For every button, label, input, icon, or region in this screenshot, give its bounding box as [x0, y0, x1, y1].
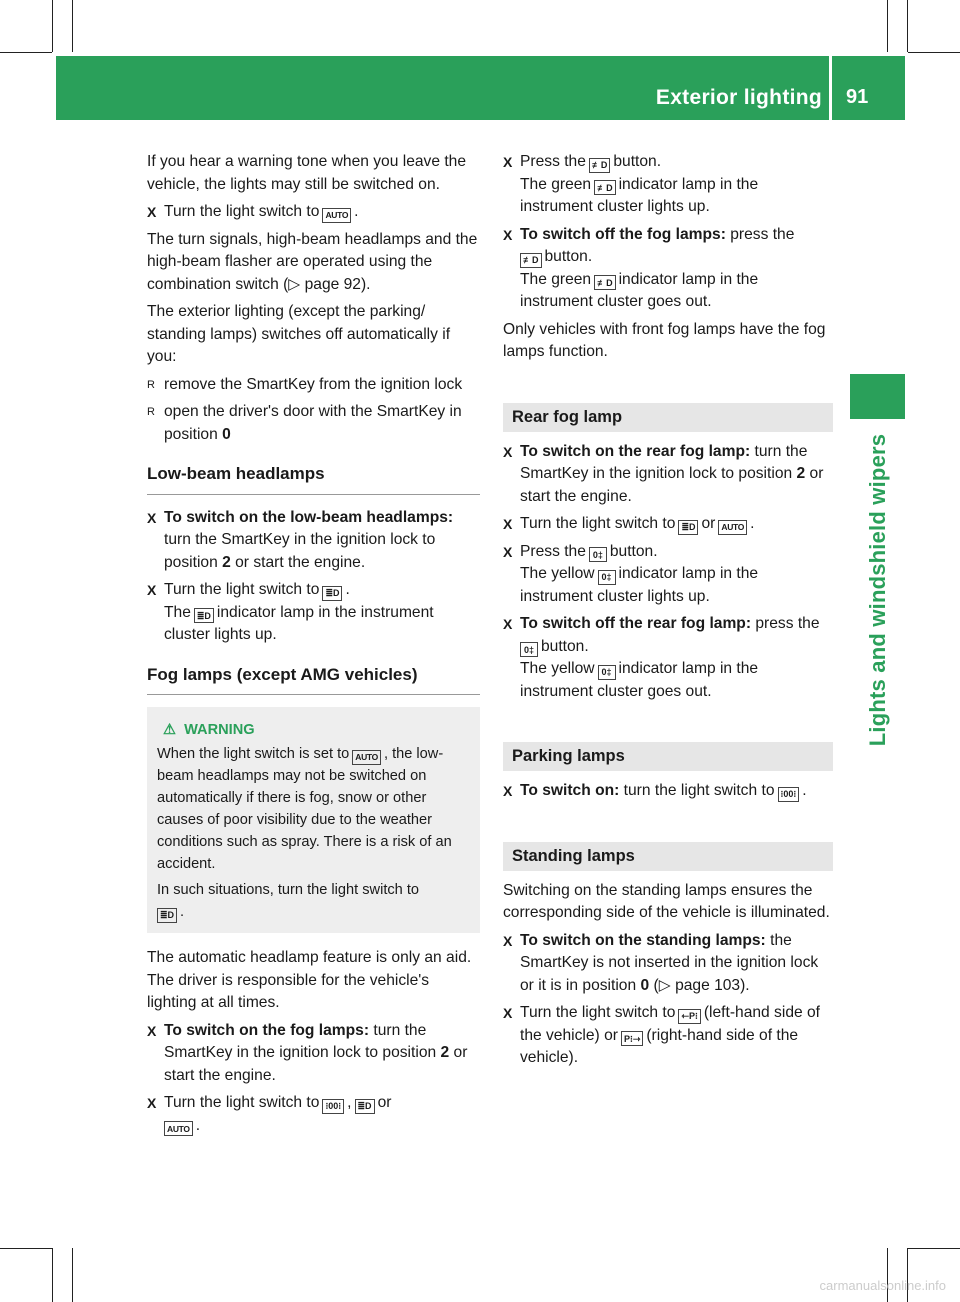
step-text: press the	[730, 225, 795, 243]
low-beam-icon: ≣D	[355, 1099, 375, 1114]
chapter-label	[850, 425, 905, 755]
step-marker-icon: X	[147, 1022, 157, 1039]
instruction-step	[503, 613, 833, 703]
step-text: .	[195, 1116, 201, 1134]
step-text: .	[345, 581, 350, 598]
step-title: To switch on the fog lamps:	[164, 1021, 370, 1039]
page-reference[interactable]: page 92	[304, 275, 361, 293]
fog-lamp-icon: ≢D	[594, 275, 616, 290]
paragraph-text: The turn signals, high-beam headlamps and the high-beam flasher are operated using the combination switch (	[147, 230, 478, 293]
instruction-step	[503, 930, 833, 998]
step-text: turn the light switch to	[623, 782, 775, 799]
crop-mark	[908, 1248, 960, 1249]
step-text: or start the engine.	[520, 465, 824, 505]
step-marker-icon: X	[503, 543, 513, 560]
rear-fog-lamp-icon: 0‡	[589, 547, 607, 562]
header-divider	[829, 56, 832, 120]
step-text: indicator lamp in the instrument cluster lights up.	[164, 603, 434, 643]
bullet-text: remove the SmartKey from the ignition lock	[164, 375, 463, 393]
crop-mark	[52, 0, 53, 52]
step-title: To switch on the standing lamps:	[520, 931, 766, 949]
auto-icon: AUTO	[718, 520, 747, 535]
step-text: The green	[520, 175, 592, 193]
warning-text: .	[180, 904, 185, 920]
standing-lamp-right-icon: P⁝⇾	[621, 1031, 643, 1046]
instruction-step	[147, 1092, 480, 1137]
step-marker-icon: X	[503, 226, 513, 243]
crop-mark	[52, 1248, 53, 1302]
step-text: 2	[440, 1044, 450, 1061]
section-heading-standing: Standing lamps	[503, 842, 833, 871]
section-heading-fog-lamps: Fog lamps (except AMG vehicles)	[147, 664, 480, 696]
bullet-item	[147, 401, 480, 446]
step-marker-icon: X	[503, 1005, 513, 1021]
step-text: .	[802, 782, 807, 799]
section-heading-rear-fog: Rear fog lamp	[503, 403, 833, 432]
crop-mark	[887, 1248, 888, 1302]
spacer	[503, 808, 833, 842]
step-text: indicator lamp in the instrument cluster lights up.	[520, 175, 759, 215]
step-marker-icon: X	[503, 516, 513, 532]
step-marker-icon: X	[503, 616, 513, 632]
warning-title: WARNING	[184, 722, 255, 738]
paragraph-text: ).	[360, 275, 371, 293]
step-text: indicator lamp in the instrument cluster goes out.	[520, 270, 759, 310]
step-text: Turn the light switch to	[164, 1094, 320, 1111]
step-text: indicator lamp in the instrument cluster goes out.	[520, 660, 759, 700]
left-column	[147, 151, 480, 1142]
paragraph: Switching on the standing lamps ensures the corresponding side of the vehicle is illuminated.	[503, 881, 830, 921]
bullet-text: 0	[222, 425, 231, 443]
watermark: carmanualsonline.info	[819, 1278, 946, 1293]
warning-icon: ⚠	[163, 722, 177, 738]
step-text: (	[653, 976, 659, 994]
instruction-step	[503, 513, 833, 536]
paragraph: Only vehicles with front fog lamps have the fog lamps function.	[503, 320, 826, 360]
bullet-icon: R	[147, 406, 155, 418]
right-column	[503, 151, 833, 1075]
parking-lamp-icon: ⁝00⁝	[778, 787, 800, 802]
step-text: button.	[544, 248, 593, 265]
step-text: or start the engine.	[164, 1044, 468, 1084]
paragraph: If you hear a warning tone when you leave the vehicle, the lights may still be switched on.	[147, 153, 467, 193]
instruction-step	[503, 1002, 833, 1070]
step-marker-icon: X	[147, 204, 157, 220]
step-title: To switch on:	[520, 782, 620, 799]
step-text: The yellow	[520, 565, 595, 582]
rear-fog-lamp-icon: 0‡	[598, 570, 616, 585]
paragraph: The automatic headlamp feature is only an aid. The driver is responsible for the vehicle's lighting at all times.	[147, 949, 472, 1011]
step-text: button.	[541, 637, 589, 655]
step-marker-icon: X	[147, 582, 157, 598]
step-text: ).	[740, 976, 750, 994]
low-beam-icon: ≣D	[322, 586, 342, 601]
step-text: or start the engine.	[235, 553, 366, 571]
step-text: (right-hand side of the vehicle).	[520, 1026, 799, 1066]
step-text: Turn the light switch to	[520, 515, 676, 532]
standing-lamp-left-icon: ⇽P⁝	[678, 1009, 700, 1024]
paragraph	[147, 229, 480, 297]
step-text: Turn the light switch to	[164, 203, 320, 220]
step-text: turn the SmartKey in the ignition lock to position	[164, 1021, 437, 1061]
page-ref-icon: ▷	[288, 275, 301, 293]
section-heading-low-beam: Low-beam headlamps	[147, 463, 480, 495]
bullet-item	[147, 374, 480, 397]
step-text: (left-hand side of the vehicle) or	[520, 1004, 820, 1044]
step-text: Press the	[520, 153, 586, 170]
instruction-step	[503, 441, 833, 509]
step-text: The yellow	[520, 660, 595, 677]
step-text: 2	[222, 553, 231, 571]
crop-mark	[887, 0, 888, 52]
instruction-step	[147, 201, 480, 224]
crop-mark	[72, 0, 73, 52]
fog-lamp-icon: ≢D	[520, 253, 542, 268]
fog-lamp-icon: ≢D	[594, 180, 616, 195]
auto-icon: AUTO	[164, 1121, 193, 1136]
instruction-step	[147, 1020, 480, 1088]
crop-mark	[908, 52, 960, 53]
crop-mark	[907, 1248, 908, 1302]
parking-lamp-icon: ⁝00⁝	[322, 1099, 344, 1114]
step-marker-icon: X	[147, 509, 157, 526]
step-marker-icon: X	[503, 932, 513, 949]
crop-mark	[0, 1248, 52, 1249]
bullet-icon: R	[147, 378, 155, 391]
page-reference[interactable]: page 103	[675, 976, 741, 994]
instruction-step	[503, 541, 833, 609]
step-text: button.	[613, 153, 662, 170]
warning-text: , the low-beam headlamps may not be switched on automatically if there is fog, snow or other causes of poor visibility due to the weather conditions such as spray. There is a risk of an accident.	[157, 746, 452, 872]
crop-mark	[0, 52, 52, 53]
section-heading-parking: Parking lamps	[503, 742, 833, 771]
spacer	[503, 708, 833, 742]
warning-text: In such situations, turn the light switch to	[157, 882, 420, 898]
step-text: The	[164, 603, 191, 621]
warning-box	[147, 707, 480, 933]
step-title: To switch on the low-beam headlamps:	[164, 508, 454, 526]
step-text: turn the SmartKey in the ignition lock to position	[520, 442, 808, 482]
rear-fog-lamp-icon: 0‡	[598, 665, 616, 680]
warning-text	[157, 743, 472, 875]
rear-fog-lamp-icon: 0‡	[520, 642, 538, 657]
step-text: The green	[520, 270, 592, 288]
warning-text	[157, 879, 472, 923]
step-marker-icon: X	[503, 443, 513, 460]
step-marker-icon: X	[503, 154, 513, 170]
warning-text: When the light switch is set to	[157, 746, 350, 762]
step-text: 0	[640, 976, 650, 994]
low-beam-icon: ≣D	[157, 908, 177, 923]
step-marker-icon: X	[503, 783, 513, 799]
step-marker-icon: X	[147, 1095, 157, 1111]
low-beam-icon: ≣D	[194, 608, 214, 623]
page-title: Exterior lighting	[655, 86, 822, 109]
step-title: To switch on the rear fog lamp:	[520, 442, 751, 460]
chapter-label-text: Lights and windshield wipers	[864, 433, 890, 747]
page-ref-icon: ▷	[658, 976, 671, 994]
step-text: button.	[609, 542, 658, 560]
crop-mark	[907, 0, 908, 52]
chapter-tab	[850, 374, 905, 419]
paragraph: The exterior lighting (except the parking/ standing lamps) switches off automatically if you:	[147, 303, 451, 365]
instruction-step	[147, 507, 480, 575]
step-text: press the	[755, 615, 820, 632]
step-text: Turn the light switch to	[164, 581, 320, 598]
auto-icon: AUTO	[352, 750, 381, 765]
instruction-step	[503, 224, 833, 314]
step-text: turn the SmartKey in the ignition lock to position	[164, 531, 436, 571]
instruction-step	[147, 579, 480, 647]
bullet-text: open the driver's door with the SmartKey in position	[164, 403, 462, 443]
step-title: To switch off the rear fog lamp:	[520, 615, 752, 632]
crop-mark	[72, 1248, 73, 1302]
step-title: To switch off the fog lamps:	[520, 225, 726, 243]
auto-icon: AUTO	[322, 208, 351, 223]
spacer	[503, 369, 833, 403]
step-text: .	[354, 203, 359, 220]
step-text: the SmartKey is not inserted in the ignition lock or it is in position	[520, 931, 819, 994]
instruction-step	[503, 780, 833, 803]
step-text: .	[750, 515, 755, 532]
warning-heading	[163, 719, 472, 741]
step-text: Press the	[520, 542, 586, 560]
low-beam-icon: ≣D	[678, 520, 698, 535]
step-text: Turn the light switch to	[520, 1004, 676, 1021]
step-text: or	[701, 515, 716, 532]
instruction-step	[503, 151, 833, 219]
step-text: or	[377, 1094, 392, 1111]
step-text: 2	[796, 465, 806, 482]
step-text: indicator lamp in the instrument cluster lights up.	[520, 565, 759, 605]
step-text: ,	[347, 1094, 352, 1111]
page-number: 91	[846, 86, 869, 108]
fog-lamp-icon: ≢D	[589, 158, 611, 173]
